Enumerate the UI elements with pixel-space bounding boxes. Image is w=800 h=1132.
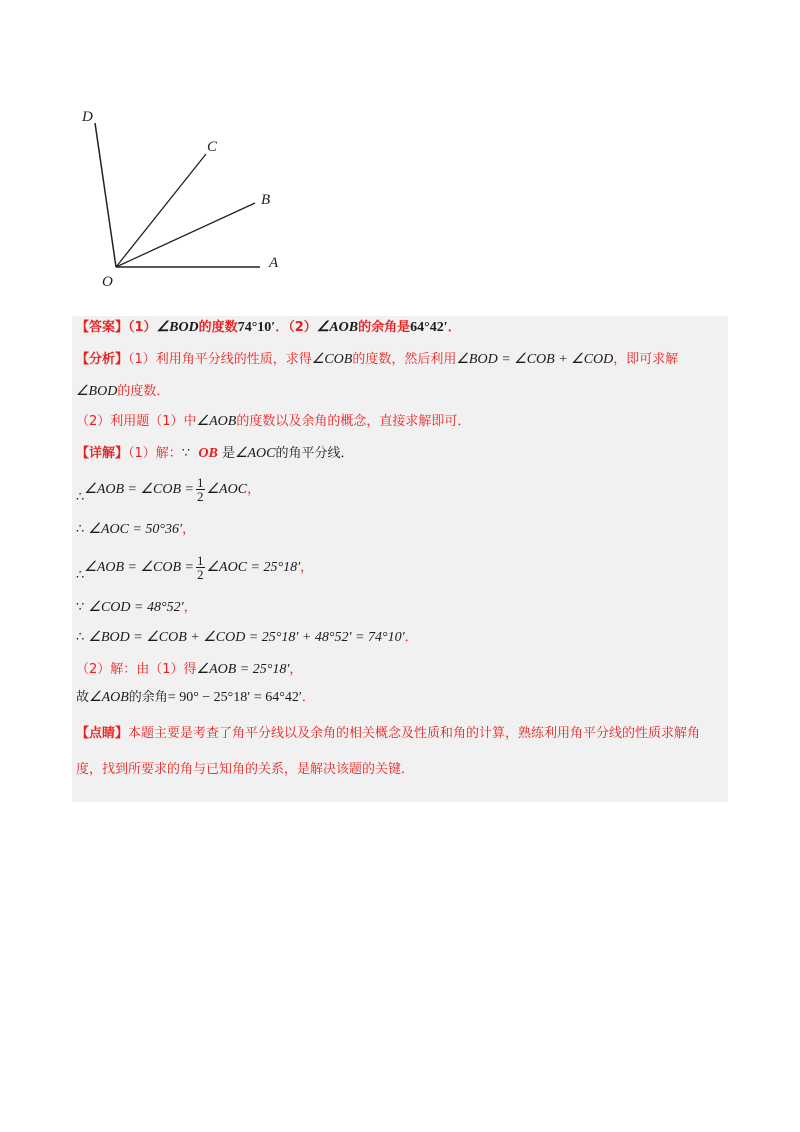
answer-separator: ． [275,320,289,335]
gu-angle-aob: ∠AOB [89,690,129,705]
because-symbol: ∵ [76,600,85,615]
answer-angle-aob: ∠AOB [316,320,359,335]
ray-ob-label: OB [198,446,218,461]
answer-angle-bod: ∠BOD [156,320,199,335]
part2-equation: ∠AOB = 25°18′ [196,662,290,677]
therefore-symbol: ∴ [76,522,85,537]
eq2: ∠AOC = 50°36′ [88,522,183,537]
fraction-denominator: 2 [197,489,204,504]
point-label-d: D [82,109,93,125]
detail-tag: 【详解】 [76,446,129,461]
answer-part1-label: （1） [128,320,157,335]
detail-line-1 [76,444,354,464]
answer-part1-text: 的度数 [198,320,238,335]
ray-ob [116,203,255,267]
therefore-symbol: ∴ [76,630,85,645]
analysis-angle-bod: ∠BOD [76,384,118,399]
period: ． [404,630,418,645]
eq5: ∠BOD = ∠COB + ∠COD = 25°18′ + 48°52′ = 74°10′ [88,630,405,645]
detail-line-8 [76,688,315,708]
answer-part1-value: 74°10′ [237,320,276,335]
ray-od [95,123,116,267]
fraction-numerator: 1 [197,475,204,490]
analysis-line-3 [76,412,470,432]
detail-line-5 [76,598,197,618]
detail-bisector-text: 的角平分线． [275,446,354,461]
analysis-text-2: 的度数． [117,384,170,399]
comma: ， [300,560,314,575]
answer-part2-label: （2） [288,320,317,335]
therefore-symbol: ∴ [76,568,85,583]
fraction-half [196,554,205,581]
analysis-text-3b: 的度数以及余角的概念，直接求解即可． [236,414,471,429]
analysis-text-1b: 的度数，然后利用 [352,352,457,367]
angle-figure [72,100,302,290]
answer-tag: 【答案】 [76,320,129,335]
part2-intro: （2）解：由（1）得 [76,662,197,677]
analysis-text-1c: ，即可求解 [613,352,679,367]
answer-part2-value: 64°42′ [410,320,448,335]
answer-end: ． [447,320,461,335]
analysis-text-1a: （1）利用角平分线的性质，求得 [128,352,312,367]
detail-is: 是 [221,446,235,461]
because-symbol: ∵ [181,446,191,461]
comma: ， [289,662,303,677]
comma: ， [247,482,261,497]
detail-line-3 [76,520,195,540]
point-label-c: C [207,139,218,155]
analysis-equation: ∠BOD = ∠COB + ∠COD [456,352,614,367]
detail-line-7 [76,660,302,680]
ray-oc [116,154,206,267]
analysis-angle-cob: ∠COB [311,352,353,367]
fraction-half [196,476,205,503]
answer-line [76,318,461,338]
eq1-lhs: ∠AOB = ∠COB = [84,482,194,497]
eq3-lhs: ∠AOB = ∠COB = [84,560,194,575]
comment-paragraph [76,716,716,788]
point-label-b: B [261,192,271,208]
therefore-symbol: ∴ [76,490,85,505]
eq1-rhs: ∠AOC [206,482,248,497]
comma: ， [183,600,197,615]
comment-text: 本题主要是考查了角平分线以及余角的相关概念及性质和角的计算，熟练利用角平分线的性质求解角度，找到所要求的角与已知角的关系，是解决该题的关键． [76,726,701,777]
comma: ， [182,522,196,537]
answer-part2-text: 的余角是 [358,320,411,335]
analysis-tag: 【分析】 [76,352,129,367]
detail-angle-aoc: ∠AOC [234,446,276,461]
analysis-line-2 [76,382,169,402]
gu-text: 故 [76,690,90,705]
analysis-angle-aob: ∠AOB [196,414,237,429]
detail-intro: （1）解： [128,446,182,461]
period: ． [301,690,315,705]
detail-line-6 [76,628,418,648]
fraction-denominator: 2 [197,567,204,582]
fraction-numerator: 1 [197,553,204,568]
detail-line-2 [76,476,260,503]
comment-tag: 【点睛】 [76,726,129,741]
eq4: ∠COD = 48°52′ [88,600,184,615]
point-label-a: A [269,255,279,271]
analysis-text-3a: （2）利用题（1）中 [76,414,197,429]
gu-complement-text: 的余角 [128,690,168,705]
point-label-o: O [102,274,113,290]
analysis-line-1 [76,350,678,370]
gu-equation: = 90° − 25°18′ = 64°42′ [167,690,302,705]
solution-panel [72,316,728,802]
eq3-rhs: ∠AOC = 25°18′ [206,560,301,575]
detail-line-4 [76,554,313,581]
